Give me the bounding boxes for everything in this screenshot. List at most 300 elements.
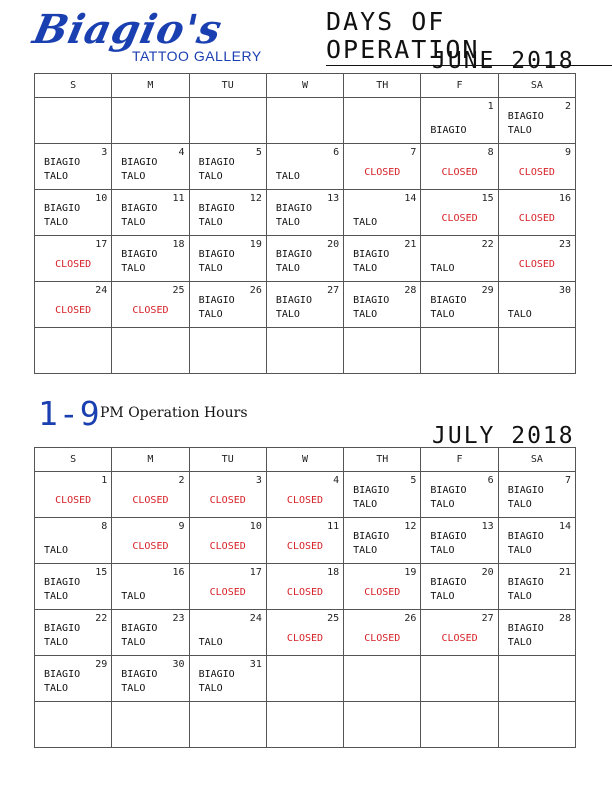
day-cell: [421, 610, 498, 656]
staff-name: TALO: [198, 637, 223, 648]
day-cell: [421, 282, 498, 328]
staff-list: [508, 576, 544, 604]
day-number: 11: [172, 193, 185, 204]
staff-name: TALO: [198, 171, 223, 182]
weekday-header: W: [266, 448, 343, 472]
staff-name: TALO: [121, 171, 146, 182]
day-number: 12: [404, 521, 417, 532]
staff-name: TALO: [507, 499, 532, 510]
staff-name: BIAGIO: [198, 249, 235, 260]
week-row: [35, 236, 576, 282]
staff-list: [121, 590, 145, 604]
day-number: 18: [172, 239, 185, 250]
day-number: 6: [333, 147, 340, 158]
staff-name: BIAGIO: [121, 157, 158, 168]
calendar-table: [34, 447, 576, 748]
july-month-title: JULY 2018: [432, 423, 575, 449]
weekday-header: TU: [189, 74, 266, 98]
day-cell: [421, 328, 498, 374]
day-cell: [266, 610, 343, 656]
day-number: 9: [178, 521, 185, 532]
day-number: 14: [404, 193, 417, 204]
day-cell: [112, 190, 189, 236]
staff-name: TALO: [507, 309, 532, 320]
day-number: 10: [249, 521, 262, 532]
day-cell: [189, 610, 266, 656]
day-number: 20: [327, 239, 340, 250]
staff-list: [276, 202, 312, 230]
staff-name: BIAGIO: [507, 531, 544, 542]
staff-name: TALO: [507, 545, 532, 556]
staff-name: BIAGIO: [507, 485, 544, 496]
closed-label: CLOSED: [286, 633, 324, 644]
day-number: 5: [255, 147, 262, 158]
weekday-header: SA: [498, 74, 575, 98]
staff-name: TALO: [198, 217, 223, 228]
week-row: [35, 518, 576, 564]
day-number: 16: [558, 193, 571, 204]
staff-list: [508, 484, 544, 512]
staff-name: BIAGIO: [44, 623, 81, 634]
day-cell: [344, 236, 421, 282]
staff-name: BIAGIO: [507, 577, 544, 588]
day-cell: [35, 328, 112, 374]
day-cell: [189, 702, 266, 748]
day-number: 25: [327, 613, 340, 624]
staff-name: TALO: [353, 217, 378, 228]
staff-list: [199, 156, 235, 184]
staff-list: [430, 484, 466, 512]
day-number: 2: [178, 475, 185, 486]
closed-label: CLOSED: [518, 259, 555, 270]
day-cell: [344, 190, 421, 236]
closed-label: CLOSED: [209, 541, 246, 552]
staff-name: TALO: [353, 499, 378, 510]
staff-name: BIAGIO: [121, 203, 158, 214]
weekday-header: TH: [344, 74, 421, 98]
day-number: 4: [333, 475, 340, 486]
day-cell: [189, 656, 266, 702]
day-number: 26: [249, 285, 262, 296]
closed-label: CLOSED: [132, 305, 169, 316]
day-cell: [421, 702, 498, 748]
staff-name: TALO: [275, 171, 300, 182]
day-cell: [266, 98, 343, 144]
day-cell: [266, 564, 343, 610]
day-cell: [189, 282, 266, 328]
day-cell: [498, 98, 575, 144]
day-cell: [112, 144, 189, 190]
day-cell: [344, 282, 421, 328]
day-cell: [35, 472, 112, 518]
staff-name: BIAGIO: [275, 203, 312, 214]
staff-name: BIAGIO: [507, 111, 544, 122]
day-cell: [344, 610, 421, 656]
day-cell: [498, 472, 575, 518]
day-cell: [266, 144, 343, 190]
weekday-header: TH: [344, 448, 421, 472]
staff-name: BIAGIO: [198, 669, 235, 680]
weekday-header: W: [266, 74, 343, 98]
staff-list: [430, 530, 466, 558]
day-cell: [35, 144, 112, 190]
staff-name: TALO: [198, 309, 223, 320]
closed-label: CLOSED: [364, 167, 401, 178]
day-cell: [498, 282, 575, 328]
staff-list: [430, 576, 466, 604]
staff-name: TALO: [275, 217, 300, 228]
day-cell: [189, 328, 266, 374]
staff-name: BIAGIO: [353, 295, 390, 306]
staff-name: BIAGIO: [430, 125, 467, 136]
day-number: 27: [481, 613, 494, 624]
closed-label: CLOSED: [518, 167, 555, 178]
day-cell: [498, 518, 575, 564]
day-cell: [266, 702, 343, 748]
staff-list: [44, 576, 80, 604]
page-title: DAYS OF OPERATION: [326, 8, 612, 66]
staff-name: TALO: [198, 263, 223, 274]
day-cell: [266, 656, 343, 702]
closed-label: CLOSED: [364, 587, 401, 598]
day-number: 7: [564, 475, 571, 486]
day-number: 17: [95, 239, 108, 250]
day-cell: [189, 518, 266, 564]
day-cell: [189, 98, 266, 144]
day-number: 28: [404, 285, 417, 296]
staff-name: BIAGIO: [198, 295, 235, 306]
staff-name: BIAGIO: [275, 295, 312, 306]
day-number: 6: [487, 475, 494, 486]
closed-label: CLOSED: [55, 305, 92, 316]
staff-list: [353, 484, 389, 512]
week-row: [35, 98, 576, 144]
day-number: 19: [404, 567, 417, 578]
day-cell: [112, 656, 189, 702]
day-cell: [112, 98, 189, 144]
day-cell: [35, 656, 112, 702]
day-cell: [344, 472, 421, 518]
weekday-header: S: [35, 74, 112, 98]
closed-label: CLOSED: [441, 167, 478, 178]
day-cell: [112, 472, 189, 518]
staff-list: [199, 636, 223, 650]
day-cell: [112, 610, 189, 656]
staff-list: [430, 262, 454, 276]
day-number: 18: [327, 567, 340, 578]
closed-label: CLOSED: [132, 541, 169, 552]
staff-list: [508, 622, 544, 650]
day-number: 16: [172, 567, 185, 578]
weekday-header: TU: [189, 448, 266, 472]
staff-list: [44, 202, 80, 230]
july-calendar: [34, 447, 576, 748]
day-number: 8: [101, 521, 108, 532]
staff-list: [199, 202, 235, 230]
day-cell: [266, 236, 343, 282]
day-cell: [421, 518, 498, 564]
day-cell: [112, 328, 189, 374]
week-row: [35, 472, 576, 518]
staff-list: [121, 622, 157, 650]
day-number: 30: [172, 659, 185, 670]
staff-name: BIAGIO: [507, 623, 544, 634]
staff-list: [199, 248, 235, 276]
closed-label: CLOSED: [364, 633, 401, 644]
day-cell: [112, 702, 189, 748]
closed-label: CLOSED: [132, 495, 169, 506]
day-number: 1: [101, 475, 108, 486]
day-cell: [498, 190, 575, 236]
day-cell: [498, 236, 575, 282]
staff-name: TALO: [44, 637, 69, 648]
staff-list: [353, 248, 389, 276]
day-cell: [189, 144, 266, 190]
staff-list: [508, 308, 532, 322]
day-number: 19: [249, 239, 262, 250]
weekday-header: F: [421, 74, 498, 98]
day-number: 11: [327, 521, 340, 532]
staff-name: TALO: [430, 309, 455, 320]
staff-name: BIAGIO: [44, 669, 81, 680]
day-cell: [112, 236, 189, 282]
staff-name: TALO: [353, 309, 378, 320]
day-number: 2: [564, 101, 571, 112]
staff-list: [276, 248, 312, 276]
day-cell: [266, 190, 343, 236]
day-number: 23: [558, 239, 571, 250]
june-calendar: [34, 73, 576, 374]
staff-name: BIAGIO: [44, 203, 81, 214]
day-number: 31: [249, 659, 262, 670]
day-cell: [421, 472, 498, 518]
staff-list: [121, 156, 157, 184]
day-cell: [498, 656, 575, 702]
day-number: 15: [481, 193, 494, 204]
staff-name: BIAGIO: [353, 249, 390, 260]
staff-list: [44, 544, 68, 558]
weekday-header: M: [112, 74, 189, 98]
day-cell: [421, 98, 498, 144]
day-number: 9: [564, 147, 571, 158]
staff-name: TALO: [44, 217, 69, 228]
closed-label: CLOSED: [209, 495, 246, 506]
week-row: [35, 144, 576, 190]
staff-list: [121, 202, 157, 230]
day-number: 7: [410, 147, 417, 158]
day-cell: [421, 656, 498, 702]
closed-label: CLOSED: [441, 213, 478, 224]
day-cell: [421, 564, 498, 610]
staff-name: BIAGIO: [353, 485, 390, 496]
staff-name: BIAGIO: [44, 577, 81, 588]
staff-name: TALO: [121, 637, 146, 648]
staff-name: TALO: [44, 545, 69, 556]
day-number: 24: [95, 285, 108, 296]
day-number: 29: [95, 659, 108, 670]
staff-name: BIAGIO: [121, 249, 158, 260]
staff-list: [199, 294, 235, 322]
day-number: 27: [327, 285, 340, 296]
staff-name: BIAGIO: [121, 669, 158, 680]
staff-list: [121, 248, 157, 276]
day-cell: [35, 282, 112, 328]
week-row: [35, 282, 576, 328]
day-number: 12: [249, 193, 262, 204]
day-cell: [35, 564, 112, 610]
day-number: 3: [255, 475, 262, 486]
calendar-table: [34, 73, 576, 374]
staff-name: TALO: [198, 683, 223, 694]
day-cell: [112, 282, 189, 328]
staff-name: BIAGIO: [430, 577, 467, 588]
staff-list: [44, 156, 80, 184]
staff-name: BIAGIO: [44, 157, 81, 168]
staff-name: TALO: [430, 591, 455, 602]
day-number: 26: [404, 613, 417, 624]
staff-list: [44, 668, 80, 696]
staff-name: TALO: [507, 125, 532, 136]
staff-list: [353, 216, 377, 230]
day-number: 14: [558, 521, 571, 532]
staff-name: BIAGIO: [121, 623, 158, 634]
day-number: 1: [487, 101, 494, 112]
day-cell: [498, 144, 575, 190]
day-cell: [35, 610, 112, 656]
staff-name: TALO: [121, 591, 146, 602]
day-cell: [344, 656, 421, 702]
week-row: [35, 656, 576, 702]
staff-list: [353, 294, 389, 322]
day-cell: [498, 702, 575, 748]
week-row: [35, 564, 576, 610]
staff-name: TALO: [507, 591, 532, 602]
week-row: [35, 610, 576, 656]
day-cell: [112, 564, 189, 610]
day-number: 17: [249, 567, 262, 578]
day-cell: [189, 472, 266, 518]
day-number: 21: [404, 239, 417, 250]
day-cell: [266, 472, 343, 518]
day-cell: [421, 236, 498, 282]
hours-label: PM Operation Hours: [100, 405, 248, 421]
staff-name: TALO: [44, 591, 69, 602]
june-month-title: JUNE 2018: [432, 48, 575, 74]
day-cell: [35, 518, 112, 564]
staff-list: [44, 622, 80, 650]
day-number: 23: [172, 613, 185, 624]
staff-name: BIAGIO: [275, 249, 312, 260]
staff-name: TALO: [430, 499, 455, 510]
closed-label: CLOSED: [286, 587, 324, 598]
day-cell: [344, 144, 421, 190]
day-number: 21: [558, 567, 571, 578]
day-number: 13: [327, 193, 340, 204]
day-number: 22: [481, 239, 494, 250]
day-number: 22: [95, 613, 108, 624]
staff-list: [430, 124, 466, 138]
day-cell: [421, 144, 498, 190]
day-number: 30: [558, 285, 571, 296]
day-number: 4: [178, 147, 185, 158]
closed-label: CLOSED: [209, 587, 246, 598]
weekday-header: S: [35, 448, 112, 472]
day-cell: [112, 518, 189, 564]
staff-name: BIAGIO: [353, 531, 390, 542]
staff-name: BIAGIO: [198, 157, 235, 168]
staff-list: [353, 530, 389, 558]
day-cell: [421, 190, 498, 236]
staff-list: [508, 530, 544, 558]
day-cell: [344, 564, 421, 610]
staff-list: [508, 110, 544, 138]
day-cell: [189, 564, 266, 610]
staff-name: BIAGIO: [198, 203, 235, 214]
day-number: 10: [95, 193, 108, 204]
closed-label: CLOSED: [55, 495, 92, 506]
staff-name: TALO: [121, 683, 146, 694]
weekday-header: SA: [498, 448, 575, 472]
weekday-header: M: [112, 448, 189, 472]
week-row: [35, 190, 576, 236]
staff-list: [121, 668, 157, 696]
staff-name: TALO: [353, 545, 378, 556]
staff-name: TALO: [44, 683, 69, 694]
week-row: [35, 702, 576, 748]
staff-name: TALO: [430, 545, 455, 556]
staff-name: TALO: [121, 263, 146, 274]
day-cell: [344, 328, 421, 374]
staff-name: TALO: [275, 263, 300, 274]
closed-label: CLOSED: [286, 541, 324, 552]
day-number: 3: [101, 147, 108, 158]
day-number: 20: [481, 567, 494, 578]
day-cell: [498, 328, 575, 374]
logo-subtitle: TATTOO GALLERY: [132, 48, 262, 64]
day-number: 15: [95, 567, 108, 578]
staff-list: [276, 294, 312, 322]
day-cell: [35, 236, 112, 282]
weekday-header: F: [421, 448, 498, 472]
closed-label: CLOSED: [441, 633, 478, 644]
staff-name: TALO: [44, 171, 69, 182]
hours-range: 1-9: [38, 394, 101, 433]
day-cell: [266, 328, 343, 374]
day-cell: [344, 98, 421, 144]
day-cell: [35, 98, 112, 144]
staff-name: TALO: [507, 637, 532, 648]
day-number: 25: [172, 285, 185, 296]
staff-name: BIAGIO: [430, 485, 467, 496]
week-row: [35, 328, 576, 374]
day-number: 5: [410, 475, 417, 486]
day-number: 28: [558, 613, 571, 624]
staff-name: TALO: [275, 309, 300, 320]
staff-name: BIAGIO: [430, 295, 467, 306]
day-number: 8: [487, 147, 494, 158]
day-number: 13: [481, 521, 494, 532]
staff-name: BIAGIO: [430, 531, 467, 542]
day-cell: [35, 190, 112, 236]
staff-name: TALO: [121, 217, 146, 228]
day-cell: [35, 702, 112, 748]
staff-list: [430, 294, 466, 322]
closed-label: CLOSED: [518, 213, 555, 224]
day-cell: [344, 702, 421, 748]
staff-name: TALO: [430, 263, 455, 274]
day-cell: [498, 610, 575, 656]
staff-list: [276, 170, 300, 184]
